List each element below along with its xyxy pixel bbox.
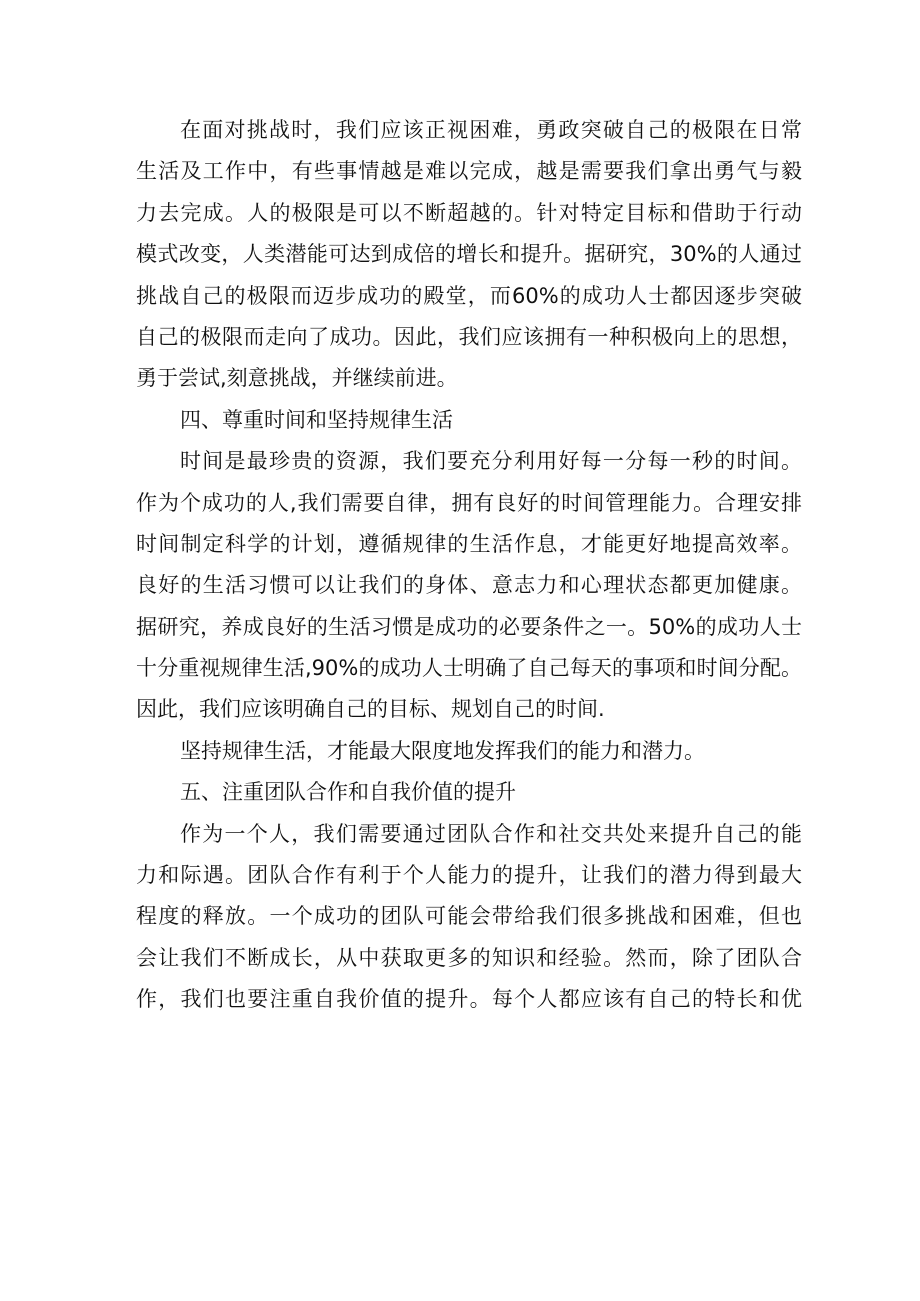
text-line: 程度的释放。一个成功的团队可能会带给我们很多挑战和困难，但也 (136, 904, 802, 929)
text-line: 会让我们不断成长，从中获取更多的知识和经验。然而，除了团队合 (136, 945, 802, 970)
text-line: 良好的生活习惯可以让我们的身体、意志力和心理状态都更加健康。 (136, 573, 802, 598)
text-line: 十分重视规律生活,90%的成功人士明确了自己每天的事项和时间分配。 (136, 656, 802, 681)
text-line: 自己的极限而走向了成功。因此，我们应该拥有一种积极向上的思想， (136, 324, 802, 349)
text-line: 生活及工作中，有些事情越是难以完成，越是需要我们拿出勇气与毅 (136, 159, 802, 184)
text-line: 坚持规律生活，才能最大限度地发挥我们的能力和潜力。 (180, 738, 705, 763)
text-line: 作为个成功的人,我们需要自律，拥有良好的时间管理能力。合理安排 (136, 490, 802, 515)
text-line: 力去完成。人的极限是可以不断超越的。针对特定目标和借助于行动 (136, 200, 802, 225)
text-line: 在面对挑战时，我们应该正视困难，勇政突破自己的极限在日常 (180, 118, 802, 142)
text-line: 因此，我们应该明确自己的目标、规划自己的时间. (136, 697, 605, 722)
text-line: 时间是最珍贵的资源，我们要充分利用好每一分每一秒的时间。 (180, 449, 802, 474)
text-line: 勇于尝试,刻意挑战，并继续前进。 (136, 366, 458, 391)
section-heading: 五、注重团队合作和自我价值的提升 (180, 780, 516, 805)
text-line: 挑战自己的极限而迈步成功的殿堂，而60%的成功人士都因逐步突破 (136, 283, 802, 308)
text-line: 作为一个人，我们需要通过团队合作和社交共处来提升自己的能 (180, 821, 802, 846)
text-line: 据研究，养成良好的生活习惯是成功的必要条件之一。50%的成功人士 (136, 614, 802, 639)
text-line: 模式改变，人类潜能可达到成倍的增长和提升。据研究，30%的人通过 (136, 242, 802, 267)
body-text (136, 110, 802, 1021)
text-line: 时间制定科学的计划，遵循规律的生活作息，才能更好地提高效率。 (136, 531, 802, 556)
text-line: 力和际遇。团队合作有利于个人能力的提升，让我们的潜力得到最大 (136, 863, 802, 888)
section-heading: 四、尊重时间和坚持规律生活 (180, 407, 453, 432)
text-line: 作，我们也要注重自我价值的提升。每个人都应该有自己的特长和优 (136, 987, 802, 1012)
